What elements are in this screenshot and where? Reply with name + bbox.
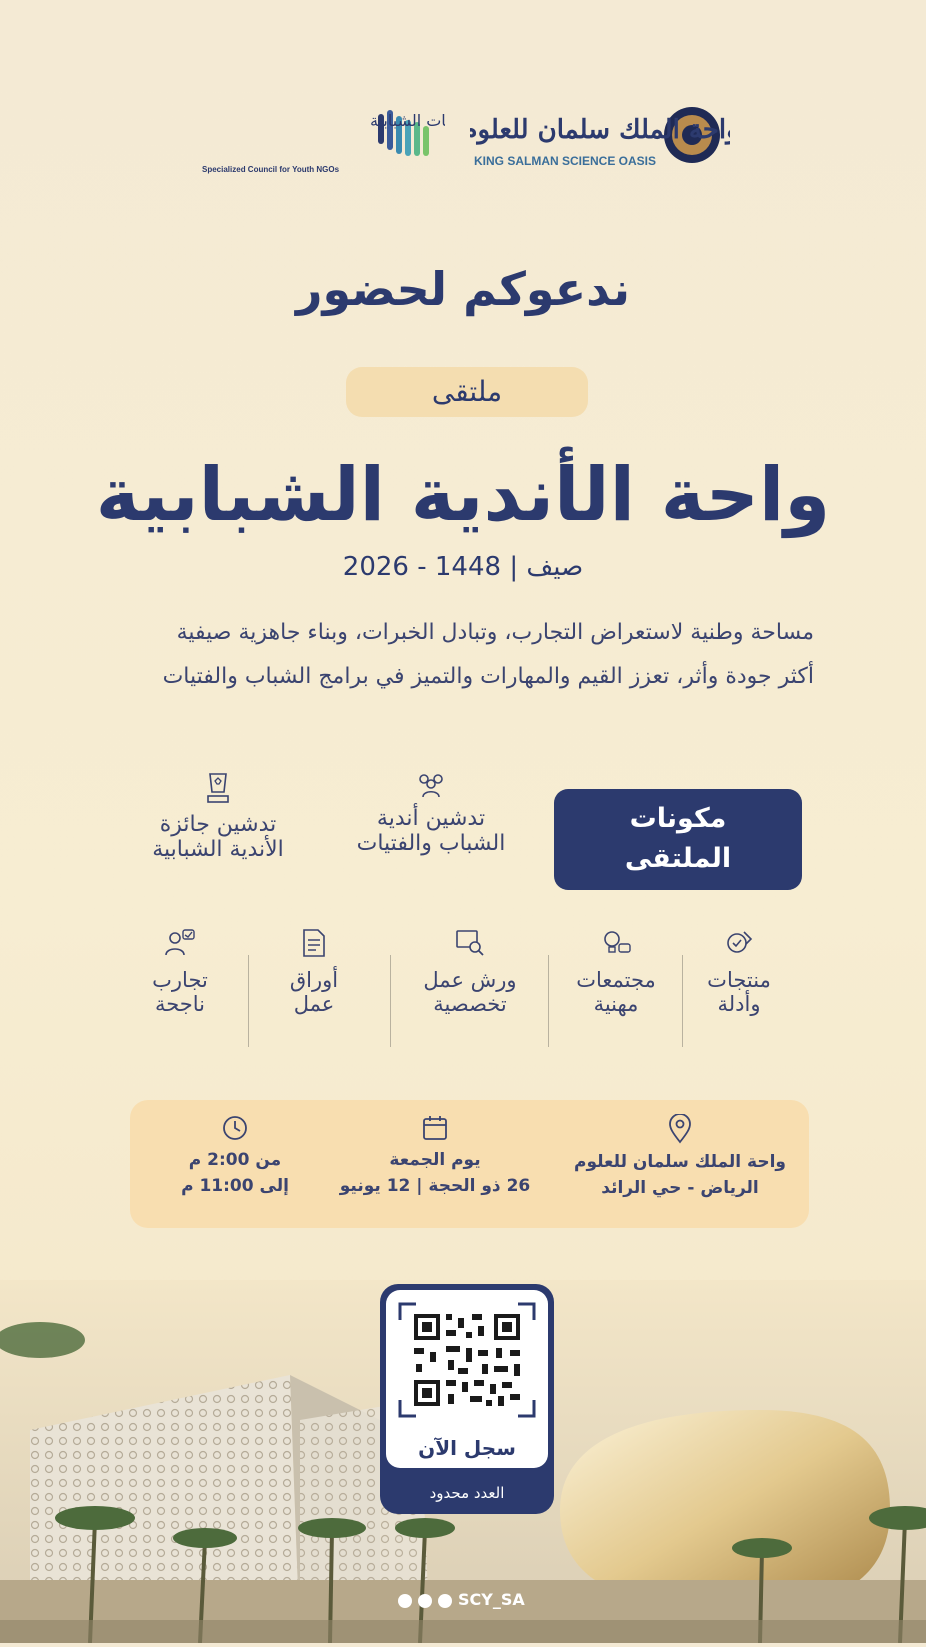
monitor-search-icon (454, 928, 486, 958)
trophy-icon (205, 772, 231, 804)
date-line2: 26 ذو الحجة | 12 يونيو (339, 1176, 531, 1196)
sub-line1: مجتمعات (576, 968, 656, 992)
feature-clubs-launch (336, 772, 526, 856)
people-icon (415, 772, 447, 798)
sub-line1: تجارب (152, 968, 208, 992)
sub-line2: تخصصية (433, 992, 507, 1016)
components-heading-box (554, 789, 802, 890)
social-handle: SCY_SA (458, 1590, 525, 1609)
sub-specialized-workshops (400, 928, 540, 1016)
season-line: صيف | 1448 - 2026 (342, 552, 584, 582)
youtube-icon (398, 1594, 412, 1608)
divider (548, 955, 549, 1047)
sub-line2: عمل (293, 992, 335, 1016)
edit-check-icon (724, 928, 754, 958)
document-icon (301, 928, 327, 958)
components-heading-line2: الملتقى (624, 843, 732, 874)
description-line-2: أكثر جودة وأثر، تعزز القيم والمهارات والتميز في برامج الشباب والفتيات (162, 664, 814, 689)
info-date (330, 1114, 540, 1196)
date-line1: يوم الجمعة (389, 1150, 481, 1170)
event-title: واحة الأندية الشبابية (95, 452, 831, 538)
x-icon (418, 1594, 432, 1608)
feature-line1: تدشين أندية (376, 806, 486, 831)
location-pin-icon (668, 1114, 692, 1144)
social-handle-row (398, 1590, 568, 1614)
divider (248, 955, 249, 1047)
components-heading-line1: مكونات (629, 803, 727, 834)
description-line-1: مساحة وطنية لاستعراض التجارب، وتبادل الخبرات، وبناء جاهزية صيفية (176, 620, 814, 645)
divider (682, 955, 683, 1047)
sub-products-guides (674, 928, 804, 1016)
sub-line1: منتجات (707, 968, 771, 992)
sub-line1: أوراق (289, 968, 339, 992)
council-name-en: Specialized Council for Youth NGOs (202, 165, 340, 174)
sub-professional-communities (551, 928, 681, 1016)
feature-line2: الأندية الشبابية (152, 837, 284, 862)
time-line2: إلى 11:00 م (181, 1176, 289, 1196)
user-check-icon (164, 928, 196, 958)
feature-award-launch (118, 772, 318, 862)
qr-code-icon[interactable] (386, 1290, 548, 1430)
sub-line2: ناجحة (154, 992, 206, 1016)
sub-line2: مهنية (593, 992, 639, 1016)
limited-seats-note: العدد محدود (429, 1484, 505, 1502)
oasis-name-ar: واحة الملك سلمان للعلوم (470, 115, 730, 145)
youth-council-logo (200, 100, 445, 190)
feature-line1: تدشين جائزة (159, 812, 277, 837)
location-line1: واحة الملك سلمان للعلوم (573, 1152, 786, 1172)
register-now-label[interactable]: سجل الآن (418, 1436, 516, 1460)
time-line1: من 2:00 م (188, 1150, 282, 1170)
sub-line1: ورش عمل (423, 968, 517, 992)
invite-heading: ندعوكم لحضور (295, 262, 631, 316)
sub-working-papers (254, 928, 374, 1016)
king-salman-science-oasis-logo (470, 100, 730, 190)
info-time (150, 1114, 320, 1196)
council-name-ar: ات الشبابية (370, 111, 445, 130)
feature-line2: الشباب والفتيات (356, 831, 506, 856)
linkedin-icon (438, 1594, 452, 1608)
sub-line2: وأدلة (717, 992, 761, 1016)
info-location (560, 1114, 800, 1198)
oasis-name-en: KING SALMAN SCIENCE OASIS (473, 154, 657, 168)
clock-icon (221, 1114, 249, 1142)
event-type-pill: ملتقى (346, 367, 588, 417)
location-line2: الرياض - حي الرائد (601, 1178, 759, 1198)
calendar-icon (421, 1114, 449, 1142)
divider (390, 955, 391, 1047)
bulb-chat-icon (600, 928, 632, 958)
sub-successful-experiences (120, 928, 240, 1016)
